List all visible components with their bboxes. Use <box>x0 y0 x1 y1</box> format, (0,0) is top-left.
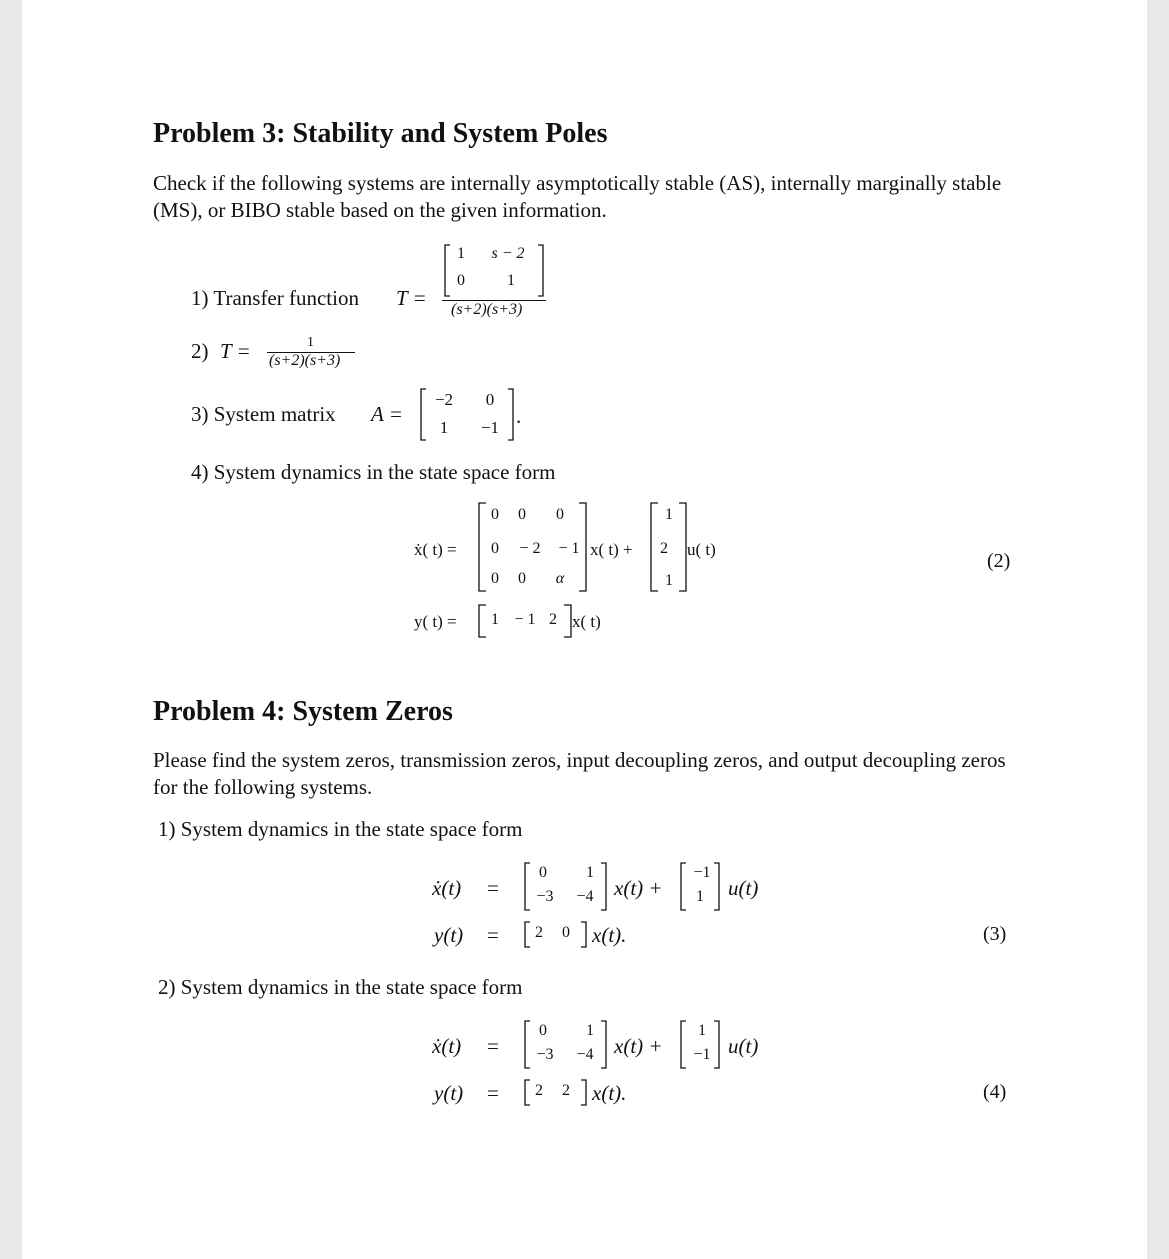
item4-B3: 1 <box>665 572 673 589</box>
item3-a21: 1 <box>439 418 449 437</box>
item4-B1: 1 <box>665 506 673 523</box>
system1-A22: −4 <box>576 888 594 905</box>
item4-A21: 0 <box>491 540 499 557</box>
problem4-intro: Please find the system zeros, transmission zeros, input decoupling zeros, and output decoupling zeros for the following systems. <box>153 748 1006 799</box>
item4-A11: 0 <box>491 506 499 523</box>
item4-A31: 0 <box>491 570 499 587</box>
item4-A22: − 2 <box>519 540 541 557</box>
system1-A21: −3 <box>536 888 554 905</box>
system1-B2: 1 <box>696 888 704 905</box>
item3-label: 3) System matrix <box>191 402 336 426</box>
item4-C3: 2 <box>549 611 557 628</box>
item4-C1: 1 <box>491 611 499 628</box>
system2-A21: −3 <box>536 1046 554 1063</box>
system2-xdot: ẋ(t) <box>432 1034 462 1058</box>
system2-A11: 0 <box>539 1022 547 1039</box>
item4-A23: − 1 <box>558 540 580 557</box>
item4-A13: 0 <box>556 506 564 523</box>
system1-label: 1) System dynamics in the state space form <box>158 817 523 841</box>
system1-u-term: u(t) <box>728 876 759 900</box>
problem3-intro: Check if the following systems are internally asymptotically stable (AS), internally marginally stable (MS), or BIBO stable based on the given information. <box>153 171 1002 222</box>
system2-equation-number: (4) <box>983 1081 1007 1103</box>
item1-denominator: (s+2)(s+3) <box>451 301 523 318</box>
system2-u-term: u(t) <box>728 1034 759 1058</box>
item2-numerator: 1 <box>307 335 314 350</box>
system2-eq1: = <box>487 1034 499 1058</box>
system2-B1: 1 <box>698 1022 706 1039</box>
item4-A33: α <box>555 570 565 587</box>
item2-label: 2) <box>191 339 209 363</box>
item1-lhs: T = <box>396 286 427 310</box>
item3-a22: −1 <box>480 418 500 437</box>
item1-m12: s − 2 <box>491 245 525 262</box>
system1-A12: 1 <box>586 864 594 881</box>
item4-u-term: u( t) <box>687 540 716 559</box>
item4-A32: 0 <box>518 570 526 587</box>
item4-A12: 0 <box>518 506 526 523</box>
system2-y-tail: x(t). <box>592 1081 627 1105</box>
system2-C2: 2 <box>562 1082 570 1099</box>
system2-C1: 2 <box>535 1082 543 1099</box>
item4-label: 4) System dynamics in the state space form <box>191 460 556 484</box>
system1-x-term: x(t) + <box>614 876 663 900</box>
item1-m21: 0 <box>457 272 465 289</box>
system1-eq2: = <box>487 923 499 947</box>
item4-C2: − 1 <box>514 611 536 628</box>
item4-state-lhs: ẋ( t) = <box>414 540 457 559</box>
system1-B1: −1 <box>693 864 711 881</box>
problem4-title: Problem 4: System Zeros <box>153 696 453 727</box>
item3-a11: −2 <box>434 390 454 409</box>
item1-m22: 1 <box>507 272 515 289</box>
item2-denominator: (s+2)(s+3) <box>269 352 341 369</box>
system1-xdot: ẋ(t) <box>432 876 462 900</box>
system1-C1: 2 <box>535 924 543 941</box>
system1-A11: 0 <box>539 864 547 881</box>
item4-B2: 2 <box>660 540 668 557</box>
system1-eq1: = <box>487 876 499 900</box>
system2-eq2: = <box>487 1081 499 1105</box>
system1-y: y(t) <box>434 923 464 947</box>
system1-equation-number: (3) <box>983 923 1007 945</box>
item4-output-lhs: y( t) = <box>414 612 457 631</box>
item4-x-term: x( t) + <box>590 540 633 559</box>
item2-lhs: T = <box>220 339 251 363</box>
system2-A12: 1 <box>586 1022 594 1039</box>
system2-A22: −4 <box>576 1046 594 1063</box>
system1-y-tail: x(t). <box>592 923 627 947</box>
item1-m11: 1 <box>457 245 465 262</box>
system2-y: y(t) <box>434 1081 464 1105</box>
item4-output-x: x( t) <box>572 612 601 631</box>
problem3-title: Problem 3: Stability and System Poles <box>153 118 608 149</box>
system2-B2: −1 <box>693 1046 711 1063</box>
item3-lhs: A = <box>371 402 403 426</box>
item3-period: . <box>516 404 522 428</box>
item3-a12: 0 <box>485 390 495 409</box>
page-margin-left <box>0 0 22 1259</box>
system2-label: 2) System dynamics in the state space form <box>158 975 523 999</box>
system2-x-term: x(t) + <box>614 1034 663 1058</box>
item4-equation-number: (2) <box>987 550 1011 572</box>
system1-C2: 0 <box>562 924 570 941</box>
item1-label: 1) Transfer function <box>191 286 359 310</box>
page-margin-right <box>1147 0 1169 1259</box>
